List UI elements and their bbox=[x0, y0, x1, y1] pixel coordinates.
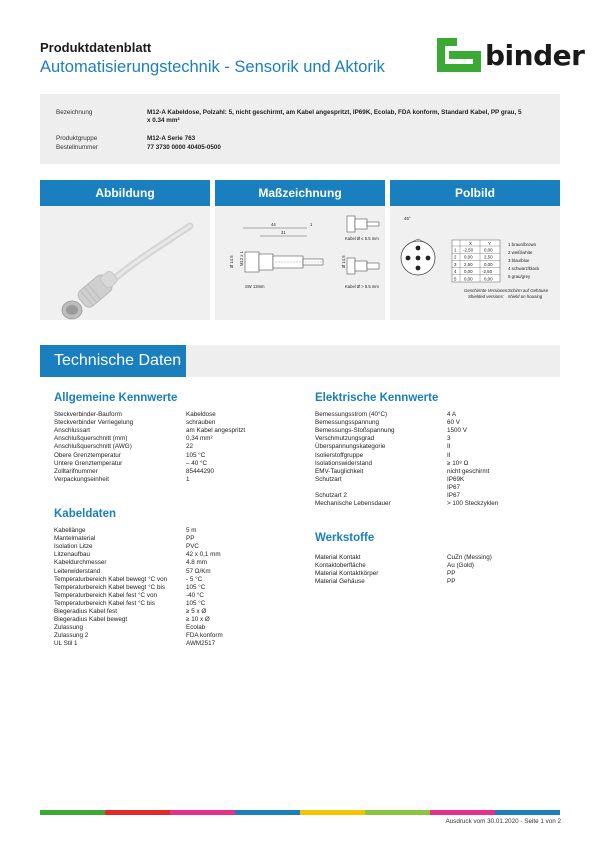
kabel-label-2: Kabel Ø > 5.5 mm bbox=[345, 284, 379, 289]
note-2-value: shield on housing bbox=[508, 294, 543, 299]
dim-m12: M12 x 1 bbox=[239, 251, 244, 266]
spec-label: Anschlussart bbox=[54, 427, 91, 435]
spec-label: Verschmutzungsgrad bbox=[315, 435, 375, 443]
spec-value: IP67 bbox=[447, 492, 460, 499]
bezeichnung-line-2: x 0.34 mm² bbox=[147, 116, 180, 124]
panel-polbild-heading: Polbild bbox=[390, 180, 560, 206]
pin-diagram bbox=[390, 206, 560, 320]
spec-label: Anschlußquerschnitt (AWG) bbox=[54, 443, 132, 451]
binder-logo-mark-icon bbox=[434, 34, 484, 76]
spec-label: Obere Grenztemperatur bbox=[54, 451, 121, 459]
dim-1: 1 bbox=[310, 222, 313, 227]
spec-value: Ecolab bbox=[186, 624, 206, 632]
stripe-segment bbox=[430, 810, 495, 815]
binder-logo bbox=[434, 34, 585, 76]
spec-value: 5 m bbox=[186, 527, 197, 534]
coord-table bbox=[452, 240, 500, 282]
spec-label: Material Gehäuse bbox=[315, 578, 365, 586]
product-info-box bbox=[40, 94, 560, 164]
spec-label: Temperaturbereich Kabel bewegt °C von bbox=[54, 575, 168, 583]
pin-row-n: 5 bbox=[454, 276, 457, 282]
spec-value: -40 °C bbox=[186, 591, 204, 599]
spec-label: Material Kontakt bbox=[315, 554, 361, 561]
pin-row-n: 4 bbox=[454, 269, 457, 275]
spec-value: 60 V bbox=[447, 419, 460, 427]
spec-label: Kontaktoberfläche bbox=[315, 562, 366, 570]
spec-label: Zolltarifnummer bbox=[54, 467, 98, 475]
stripe-segment bbox=[495, 810, 560, 815]
spec-value: 4.8 mm bbox=[186, 559, 207, 567]
product-image bbox=[40, 206, 210, 320]
spec-value: 105 °C bbox=[186, 583, 206, 591]
spec-value: Kabeldose bbox=[186, 411, 216, 418]
kabel-heading: Kabeldaten bbox=[54, 508, 116, 520]
dim-sw: SW 13mm bbox=[245, 284, 265, 289]
spec-label: Kabeldurchmesser bbox=[54, 559, 107, 567]
techdata-heading: Technische Daten bbox=[40, 345, 186, 377]
spec-label: Schutzart 2 bbox=[315, 492, 347, 499]
color-stripe bbox=[40, 810, 560, 815]
spec-label: Isolationswiderstand bbox=[315, 459, 373, 467]
spec-value: 22 bbox=[186, 443, 194, 451]
spec-label: Steckverbinder Verriegelung bbox=[54, 419, 134, 427]
pin-row-y: 2,50 bbox=[484, 254, 493, 260]
spec-label: Mantelmaterial bbox=[54, 535, 96, 543]
pin-row-x: 0,00 bbox=[464, 276, 473, 282]
page-subtitle: Automatisierungstechnik - Sensorik und Aktorik bbox=[40, 58, 385, 76]
panel-masszeichnung bbox=[215, 180, 385, 320]
pin-color-2: 2 weiß/white bbox=[508, 250, 533, 255]
spec-label: Schutzart bbox=[315, 475, 342, 483]
spec-label: Temperaturbereich Kabel fest °C bis bbox=[54, 599, 155, 607]
dimension-drawing bbox=[215, 206, 385, 320]
panel-masszeichnung-heading: Maßzeichnung bbox=[215, 180, 385, 206]
spec-value: 1500 V bbox=[447, 427, 467, 435]
spec-label: Litzenaufbau bbox=[54, 551, 91, 559]
pin-row-x: -2,50 bbox=[463, 247, 474, 253]
angle-label: 45° bbox=[404, 216, 411, 221]
spec-label: Bemessungsstrom (40°C) bbox=[315, 411, 388, 418]
spec-value: – 40 °C bbox=[186, 459, 208, 467]
allgemein-heading: Allgemeine Kennwerte bbox=[54, 392, 178, 404]
pin-row-x: 2,50 bbox=[464, 261, 473, 267]
spec-value: ≥ 10 x Ø bbox=[186, 616, 210, 624]
spec-label: Material Kontaktkörper bbox=[315, 570, 379, 578]
dim-dia-145: Ø 14.5 bbox=[229, 255, 234, 268]
pin-color-3: 3 blau/blue bbox=[508, 258, 530, 263]
pin-row-x: 0,00 bbox=[464, 254, 473, 260]
spec-label: Zulassung bbox=[54, 624, 84, 632]
panel-abbildung bbox=[40, 180, 210, 320]
stripe-segment bbox=[235, 810, 300, 815]
spec-value: II bbox=[447, 443, 451, 451]
pin-3-icon bbox=[426, 256, 431, 261]
pin-row-y: 0,00 bbox=[484, 247, 493, 253]
spec-value: am Kabel angespritzt bbox=[186, 427, 246, 435]
spec-label: EMV-Tauglichkeit bbox=[315, 467, 364, 475]
stripe-segment bbox=[105, 810, 170, 815]
stripe-segment bbox=[300, 810, 365, 815]
note-2-label: Shielded versions: bbox=[468, 294, 504, 299]
pin-row-n: 3 bbox=[454, 261, 457, 267]
spec-value: PVC bbox=[186, 543, 199, 551]
page-title: Produktdatenblatt bbox=[40, 40, 152, 55]
spec-label: Steckverbinder-Bauform bbox=[54, 411, 122, 418]
spec-value: - 5 °C bbox=[186, 575, 203, 583]
pin-row-y: -2,50 bbox=[482, 269, 493, 275]
spec-label: Biegeradius Kabel fest bbox=[54, 608, 118, 615]
spec-label: Verpackungseinheit bbox=[54, 475, 109, 483]
panel-abbildung-heading: Abbildung bbox=[40, 180, 210, 206]
pin-row-y: 0,00 bbox=[484, 276, 493, 282]
spec-value: II bbox=[447, 451, 451, 459]
spec-value: CuZn (Messing) bbox=[447, 554, 492, 561]
col-y: Y bbox=[488, 241, 491, 246]
spec-value: 57 Ω/Km bbox=[186, 567, 211, 575]
spec-value: AWM2517 bbox=[186, 640, 216, 648]
pin-color-1: 1 braun/brown bbox=[508, 242, 537, 247]
spec-value: 0,34 mm² bbox=[186, 435, 213, 443]
spec-value: ≥ 5 x Ø bbox=[186, 608, 207, 615]
spec-label: Bemessungs-Stoßspannung bbox=[315, 427, 395, 435]
spec-label: Mechanische Lebensdauer bbox=[315, 500, 391, 508]
spec-value: PP bbox=[186, 535, 195, 543]
dim-dia-145b: Ø 14.5 bbox=[341, 255, 346, 268]
bezeichnung-line-1: M12-A Kabeldose, Polzahl: 5, nicht geschirmt, am Kabel angespritzt, IP69K, Ecolab, FDA konform, Standard Kabel, PP grau, 5 bbox=[147, 109, 522, 116]
spec-value: > 100 Steckzyklen bbox=[447, 500, 499, 508]
spec-label: Isolierstoffgruppe bbox=[315, 451, 364, 459]
spec-value: 4 A bbox=[447, 411, 457, 418]
spec-label: Überspannungskategorie bbox=[315, 443, 386, 451]
pin-color-5: 5 grau/grey bbox=[508, 274, 531, 279]
pin-4-icon bbox=[416, 266, 421, 271]
elektrisch-heading: Elektrische Kennwerte bbox=[315, 392, 439, 404]
spec-value: IP69K bbox=[447, 475, 465, 483]
spec-value: 85444290 bbox=[186, 467, 215, 475]
produktgruppe-value: M12-A Serie 763 bbox=[147, 135, 196, 142]
kabel-label-1: Kabel Ø ≤ 5.5 mm bbox=[345, 236, 379, 241]
spec-label: UL Stil 1 bbox=[54, 640, 78, 648]
spec-value: ≥ 10⁸ Ω bbox=[447, 459, 469, 467]
pin-row-n: 1 bbox=[454, 247, 457, 253]
pin-1-icon bbox=[406, 256, 411, 261]
spec-label: Biegeradius Kabel bewegt bbox=[54, 616, 128, 624]
spec-value: nicht geschirmt bbox=[447, 467, 490, 475]
spec-label: Leiterwiderstand bbox=[54, 567, 101, 575]
pin-color-4: 4 schwarz/black bbox=[508, 266, 540, 271]
pin-row-y: 0,00 bbox=[484, 261, 493, 267]
spec-label: Anschlußquerschnitt (mm) bbox=[54, 435, 128, 443]
spec-value: 42 x 0,1 mm bbox=[186, 551, 221, 559]
spec-value: PP bbox=[447, 570, 456, 578]
panel-polbild bbox=[390, 180, 560, 320]
note-1-label: Geschirmte Versionen: bbox=[464, 288, 509, 293]
bezeichnung-label: Bezeichnung bbox=[56, 109, 93, 116]
spec-label: Zulassung 2 bbox=[54, 632, 89, 640]
col-x: X bbox=[469, 241, 472, 246]
pin-2-icon bbox=[416, 246, 421, 251]
spec-label: Isolation Litze bbox=[54, 543, 93, 551]
stripe-segment bbox=[365, 810, 430, 815]
bestellnummer-value: 77 3730 0000 40405-0500 bbox=[147, 144, 221, 151]
spec-value: PP bbox=[447, 578, 456, 586]
logo-text: binder bbox=[485, 39, 585, 72]
spec-value: 105 °C bbox=[186, 599, 206, 607]
dim-31: 31 bbox=[281, 230, 286, 235]
stripe-segment bbox=[40, 810, 105, 815]
spec-value: Au (Gold) bbox=[447, 562, 474, 570]
spec-value: 105 °C bbox=[186, 451, 206, 459]
spec-value: 1 bbox=[186, 475, 190, 483]
spec-value: FDA konform bbox=[186, 632, 223, 640]
footer-text: Ausdruck vom 30.01.2020 - Seite 1 von 2 bbox=[445, 818, 561, 825]
produktgruppe-label: Produktgruppe bbox=[56, 135, 98, 142]
spec-label: Temperaturbereich Kabel bewegt °C bis bbox=[54, 583, 166, 591]
werkstoffe-heading: Werkstoffe bbox=[315, 532, 375, 544]
spec-value: 3 bbox=[447, 435, 451, 443]
note-1-value: Schirm auf Gehäuse bbox=[508, 288, 549, 293]
spec-value: schrauben bbox=[186, 419, 216, 427]
spec-value: IP67 bbox=[447, 483, 460, 491]
pin-row-x: 0,00 bbox=[464, 269, 473, 275]
bestellnummer-label: Bestellnummer bbox=[56, 144, 98, 151]
spec-label: Temperaturbereich Kabel fest °C von bbox=[54, 591, 157, 599]
bezeichnung-value bbox=[147, 109, 547, 124]
spec-label: Bemessungsspannung bbox=[315, 419, 380, 427]
stripe-segment bbox=[170, 810, 235, 815]
spec-label: Untere Grenztemperatur bbox=[54, 459, 123, 467]
pin-5-icon bbox=[416, 256, 421, 261]
spec-label: Kabellänge bbox=[54, 527, 86, 534]
pin-row-n: 2 bbox=[454, 254, 457, 260]
dim-44: 44 bbox=[271, 222, 276, 227]
